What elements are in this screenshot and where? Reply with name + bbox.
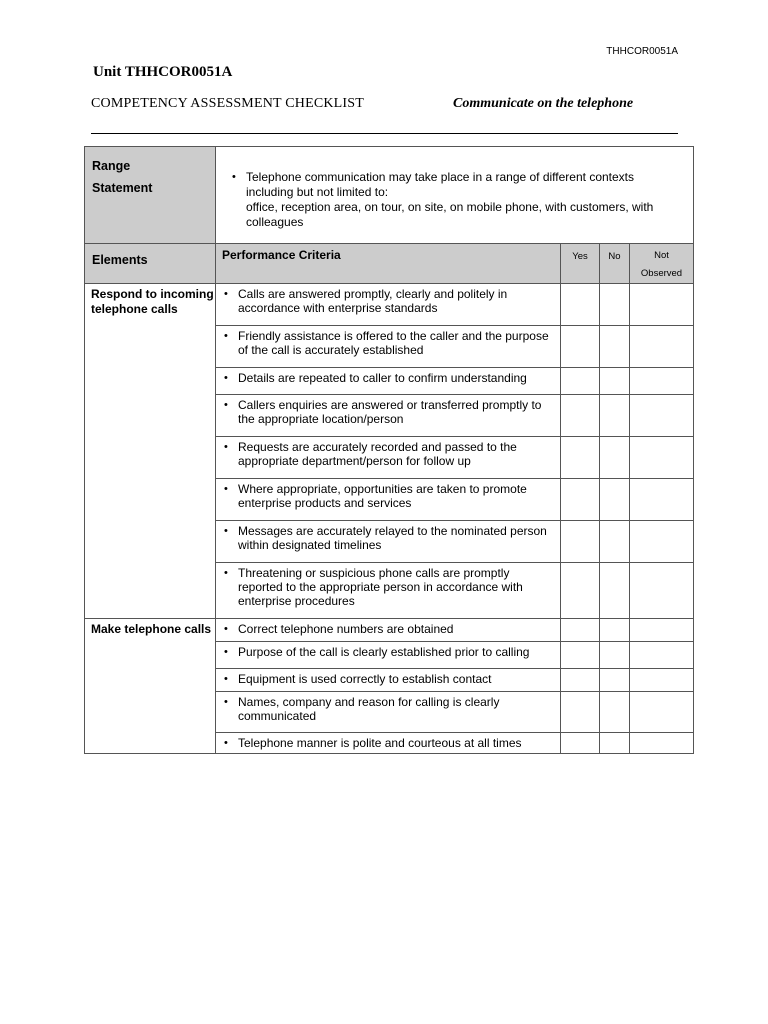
yes-checkbox-cell[interactable] bbox=[561, 692, 600, 733]
criterion-cell bbox=[216, 368, 561, 395]
bullet-icon: • bbox=[224, 483, 228, 495]
not-observed-checkbox-cell[interactable] bbox=[630, 692, 694, 733]
yes-checkbox-cell[interactable] bbox=[561, 437, 600, 479]
criterion-cell bbox=[216, 642, 561, 669]
not-observed-checkbox-cell[interactable] bbox=[630, 437, 694, 479]
range-row bbox=[85, 147, 694, 244]
criterion-text: Details are repeated to caller to confirm understanding bbox=[238, 371, 527, 385]
no-checkbox-cell[interactable] bbox=[600, 368, 630, 395]
criterion-cell bbox=[216, 521, 561, 563]
not-observed-checkbox-cell[interactable] bbox=[630, 619, 694, 642]
no-checkbox-cell[interactable] bbox=[600, 669, 630, 692]
not-observed-checkbox-cell[interactable] bbox=[630, 395, 694, 437]
yes-checkbox-cell[interactable] bbox=[561, 563, 600, 619]
criterion-text: Friendly assistance is offered to the caller and the purpose of the call is accurately established bbox=[238, 329, 549, 357]
bullet-icon: • bbox=[224, 372, 228, 384]
bullet-icon: • bbox=[224, 288, 228, 300]
not-observed-line2: Observed bbox=[640, 268, 683, 279]
no-checkbox-cell[interactable] bbox=[600, 326, 630, 368]
not-observed-header bbox=[630, 244, 694, 284]
yes-checkbox-cell[interactable] bbox=[561, 642, 600, 669]
range-label-line2: Statement bbox=[92, 181, 153, 195]
not-observed-checkbox-cell[interactable] bbox=[630, 733, 694, 754]
not-observed-checkbox-cell[interactable] bbox=[630, 284, 694, 326]
bullet-icon: • bbox=[224, 623, 228, 635]
criterion-text: Names, company and reason for calling is clearly communicated bbox=[238, 695, 500, 723]
yes-checkbox-cell[interactable] bbox=[561, 733, 600, 754]
yes-checkbox-cell[interactable] bbox=[561, 326, 600, 368]
not-observed-checkbox-cell[interactable] bbox=[630, 326, 694, 368]
no-checkbox-cell[interactable] bbox=[600, 437, 630, 479]
bullet-icon: • bbox=[224, 525, 228, 537]
bullet-icon: • bbox=[224, 567, 228, 579]
bullet-icon: • bbox=[224, 737, 228, 749]
criteria-body bbox=[85, 284, 694, 754]
bullet-icon: • bbox=[224, 696, 228, 708]
criterion-cell bbox=[216, 563, 561, 619]
unit-subtitle: Communicate on the telephone bbox=[453, 96, 634, 111]
no-header: No bbox=[600, 244, 630, 284]
criterion-text: Purpose of the call is clearly established prior to calling bbox=[238, 645, 530, 659]
criterion-cell bbox=[216, 284, 561, 326]
yes-checkbox-cell[interactable] bbox=[561, 479, 600, 521]
yes-checkbox-cell[interactable] bbox=[561, 669, 600, 692]
no-checkbox-cell[interactable] bbox=[600, 692, 630, 733]
competency-table bbox=[84, 146, 694, 754]
no-checkbox-cell[interactable] bbox=[600, 563, 630, 619]
criterion-text: Equipment is used correctly to establish contact bbox=[238, 672, 492, 686]
not-observed-checkbox-cell[interactable] bbox=[630, 521, 694, 563]
criterion-cell bbox=[216, 326, 561, 368]
bullet-icon: • bbox=[232, 171, 236, 183]
bullet-icon: • bbox=[224, 441, 228, 453]
not-observed-line1: Not bbox=[654, 250, 669, 261]
criteria-row bbox=[85, 284, 694, 326]
yes-checkbox-cell[interactable] bbox=[561, 395, 600, 437]
range-statement bbox=[216, 147, 694, 244]
no-checkbox-cell[interactable] bbox=[600, 395, 630, 437]
document-code: THHCOR0051A bbox=[606, 46, 678, 57]
yes-checkbox-cell[interactable] bbox=[561, 368, 600, 395]
no-checkbox-cell[interactable] bbox=[600, 619, 630, 642]
no-checkbox-cell[interactable] bbox=[600, 479, 630, 521]
unit-title: Unit THHCOR0051A bbox=[93, 64, 233, 80]
criterion-text: Threatening or suspicious phone calls are promptly reported to the appropriate person in accordance with enterprise procedures bbox=[238, 566, 523, 608]
criterion-cell bbox=[216, 619, 561, 642]
no-checkbox-cell[interactable] bbox=[600, 521, 630, 563]
criteria-row bbox=[85, 619, 694, 642]
range-label-line1: Range bbox=[92, 159, 131, 173]
bullet-icon: • bbox=[224, 399, 228, 411]
bullet-icon: • bbox=[224, 673, 228, 685]
element-name: Make telephone calls bbox=[85, 619, 216, 754]
header-divider bbox=[91, 133, 678, 134]
criterion-text: Where appropriate, opportunities are taken to promote enterprise products and services bbox=[238, 482, 527, 510]
header-row bbox=[85, 244, 694, 284]
elements-header: Elements bbox=[85, 244, 216, 284]
criterion-text: Calls are answered promptly, clearly and politely in accordance with enterprise standards bbox=[238, 287, 508, 315]
no-checkbox-cell[interactable] bbox=[600, 642, 630, 669]
criterion-text: Correct telephone numbers are obtained bbox=[238, 622, 454, 636]
not-observed-checkbox-cell[interactable] bbox=[630, 642, 694, 669]
criterion-text: Telephone manner is polite and courteous at all times bbox=[238, 736, 522, 750]
criterion-cell bbox=[216, 395, 561, 437]
criterion-text: Requests are accurately recorded and passed to the appropriate department/person for follow up bbox=[238, 440, 517, 468]
no-checkbox-cell[interactable] bbox=[600, 733, 630, 754]
not-observed-checkbox-cell[interactable] bbox=[630, 669, 694, 692]
criterion-cell bbox=[216, 733, 561, 754]
bullet-icon: • bbox=[224, 646, 228, 658]
yes-checkbox-cell[interactable] bbox=[561, 619, 600, 642]
bullet-icon: • bbox=[224, 330, 228, 342]
criterion-cell bbox=[216, 669, 561, 692]
criterion-cell bbox=[216, 692, 561, 733]
criterion-text: Callers enquiries are answered or transferred promptly to the appropriate location/person bbox=[238, 398, 542, 426]
not-observed-checkbox-cell[interactable] bbox=[630, 368, 694, 395]
not-observed-checkbox-cell[interactable] bbox=[630, 563, 694, 619]
range-label bbox=[85, 147, 216, 244]
range-text-line1: Telephone communication may take place in a range of different contexts including but not limited to: bbox=[246, 170, 635, 199]
no-checkbox-cell[interactable] bbox=[600, 284, 630, 326]
criterion-cell bbox=[216, 437, 561, 479]
criterion-text: Messages are accurately relayed to the nominated person within designated timelines bbox=[238, 524, 547, 552]
range-text-line2: office, reception area, on tour, on site, on mobile phone, with customers, with colleagues bbox=[246, 200, 654, 229]
checklist-title: COMPETENCY ASSESSMENT CHECKLIST bbox=[91, 96, 365, 111]
yes-checkbox-cell[interactable] bbox=[561, 284, 600, 326]
yes-header: Yes bbox=[561, 244, 600, 284]
performance-criteria-header: Performance Criteria bbox=[216, 244, 561, 284]
not-observed-checkbox-cell[interactable] bbox=[630, 479, 694, 521]
criterion-cell bbox=[216, 479, 561, 521]
element-name: Respond to incoming telephone calls bbox=[85, 284, 216, 619]
yes-checkbox-cell[interactable] bbox=[561, 521, 600, 563]
